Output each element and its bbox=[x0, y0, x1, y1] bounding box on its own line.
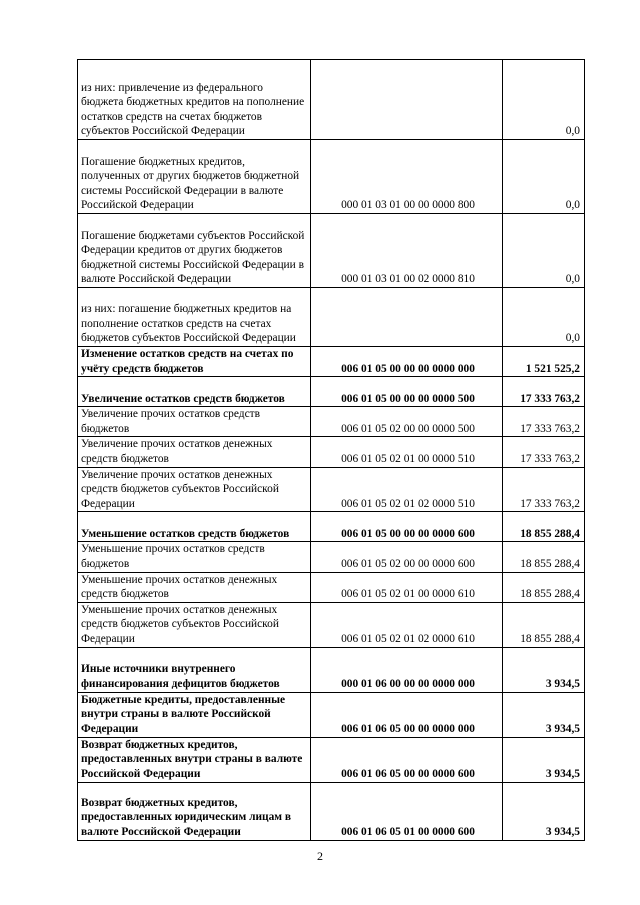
row-name-cell: Бюджетные кредиты, предоставленные внутри страны в валюте Российской Федерации bbox=[78, 692, 311, 737]
row-code-cell: 006 01 06 05 00 00 0000 600 bbox=[311, 737, 503, 782]
table-row bbox=[78, 407, 585, 437]
row-name-cell: Возврат бюджетных кредитов, предоставленных внутри страны в валюте Российской Федерации bbox=[78, 737, 311, 782]
row-name-cell: из них: привлечение из федерального бюджета бюджетных кредитов на пополнение остатков средств на счетах бюджетов субъектов Российской Федерации bbox=[78, 60, 311, 140]
table-row bbox=[78, 214, 585, 288]
table-row bbox=[78, 437, 585, 467]
table-row bbox=[78, 288, 585, 347]
row-name-cell: Изменение остатков средств на счетах по учёту средств бюджетов bbox=[78, 347, 311, 377]
row-code-cell: 000 01 03 01 00 02 0000 810 bbox=[311, 214, 503, 288]
row-code-cell: 006 01 05 02 01 00 0000 510 bbox=[311, 437, 503, 467]
table-row bbox=[78, 572, 585, 602]
row-amount-cell: 0,0 bbox=[503, 60, 585, 140]
table-row bbox=[78, 647, 585, 692]
table-row bbox=[78, 512, 585, 542]
row-name-cell: Погашение бюджетных кредитов, полученных от других бюджетов бюджетной системы Российской Федерации в валюте Российской Федерации bbox=[78, 140, 311, 214]
row-name-cell: Увеличение остатков средств бюджетов bbox=[78, 377, 311, 407]
row-amount-cell: 3 934,5 bbox=[503, 692, 585, 737]
row-name-cell: Возврат бюджетных кредитов, предоставленных юридическим лицам в валюте Российской Федерации bbox=[78, 782, 311, 840]
budget-sources-table bbox=[77, 59, 585, 841]
page-number: 2 bbox=[317, 849, 323, 863]
table-row bbox=[78, 602, 585, 647]
row-amount-cell: 1 521 525,2 bbox=[503, 347, 585, 377]
row-code-cell: 006 01 06 05 01 00 0000 600 bbox=[311, 782, 503, 840]
row-name-cell: Уменьшение остатков средств бюджетов bbox=[78, 512, 311, 542]
row-name-cell: из них: погашение бюджетных кредитов на пополнение остатков средств на счетах бюджетов субъектов Российской Федерации bbox=[78, 288, 311, 347]
row-code-cell: 006 01 05 00 00 00 0000 500 bbox=[311, 377, 503, 407]
row-amount-cell: 18 855 288,4 bbox=[503, 512, 585, 542]
row-amount-cell: 17 333 763,2 bbox=[503, 407, 585, 437]
row-amount-cell: 0,0 bbox=[503, 214, 585, 288]
row-amount-cell: 18 855 288,4 bbox=[503, 602, 585, 647]
row-amount-cell: 17 333 763,2 bbox=[503, 437, 585, 467]
row-code-cell: 006 01 05 02 00 00 0000 600 bbox=[311, 542, 503, 572]
row-amount-cell: 3 934,5 bbox=[503, 782, 585, 840]
row-code-cell: 000 01 03 01 00 00 0000 800 bbox=[311, 140, 503, 214]
row-amount-cell: 3 934,5 bbox=[503, 737, 585, 782]
table-row bbox=[78, 60, 585, 140]
row-code-cell: 006 01 05 02 01 02 0000 510 bbox=[311, 467, 503, 512]
row-amount-cell: 0,0 bbox=[503, 288, 585, 347]
table-row bbox=[78, 467, 585, 512]
row-name-cell: Уменьшение прочих остатков денежных средств бюджетов bbox=[78, 572, 311, 602]
row-code-cell: 006 01 06 05 00 00 0000 000 bbox=[311, 692, 503, 737]
row-code-cell: 006 01 05 02 01 00 0000 610 bbox=[311, 572, 503, 602]
row-amount-cell: 17 333 763,2 bbox=[503, 467, 585, 512]
row-code-cell bbox=[311, 288, 503, 347]
table-body bbox=[78, 60, 585, 841]
row-name-cell: Погашение бюджетами субъектов Российской Федерации кредитов от других бюджетов бюджетной системы Российской Федерации в валюте Российской Федерации bbox=[78, 214, 311, 288]
row-amount-cell: 18 855 288,4 bbox=[503, 572, 585, 602]
row-code-cell: 000 01 06 00 00 00 0000 000 bbox=[311, 647, 503, 692]
row-name-cell: Иные источники внутреннего финансирования дефицитов бюджетов bbox=[78, 647, 311, 692]
table-row bbox=[78, 692, 585, 737]
table-row bbox=[78, 377, 585, 407]
row-code-cell: 006 01 05 02 00 00 0000 500 bbox=[311, 407, 503, 437]
row-name-cell: Увеличение прочих остатков средств бюджетов bbox=[78, 407, 311, 437]
row-amount-cell: 3 934,5 bbox=[503, 647, 585, 692]
row-name-cell: Уменьшение прочих остатков денежных средств бюджетов субъектов Российской Федерации bbox=[78, 602, 311, 647]
row-code-cell: 006 01 05 00 00 00 0000 000 bbox=[311, 347, 503, 377]
table-row bbox=[78, 140, 585, 214]
row-amount-cell: 17 333 763,2 bbox=[503, 377, 585, 407]
row-amount-cell: 0,0 bbox=[503, 140, 585, 214]
row-amount-cell: 18 855 288,4 bbox=[503, 542, 585, 572]
table-row bbox=[78, 542, 585, 572]
row-name-cell: Увеличение прочих остатков денежных средств бюджетов субъектов Российской Федерации bbox=[78, 467, 311, 512]
table-row bbox=[78, 737, 585, 782]
row-code-cell bbox=[311, 60, 503, 140]
row-name-cell: Уменьшение прочих остатков средств бюджетов bbox=[78, 542, 311, 572]
row-code-cell: 006 01 05 02 01 02 0000 610 bbox=[311, 602, 503, 647]
row-name-cell: Увеличение прочих остатков денежных средств бюджетов bbox=[78, 437, 311, 467]
row-code-cell: 006 01 05 00 00 00 0000 600 bbox=[311, 512, 503, 542]
table-row bbox=[78, 782, 585, 840]
table-row bbox=[78, 347, 585, 377]
